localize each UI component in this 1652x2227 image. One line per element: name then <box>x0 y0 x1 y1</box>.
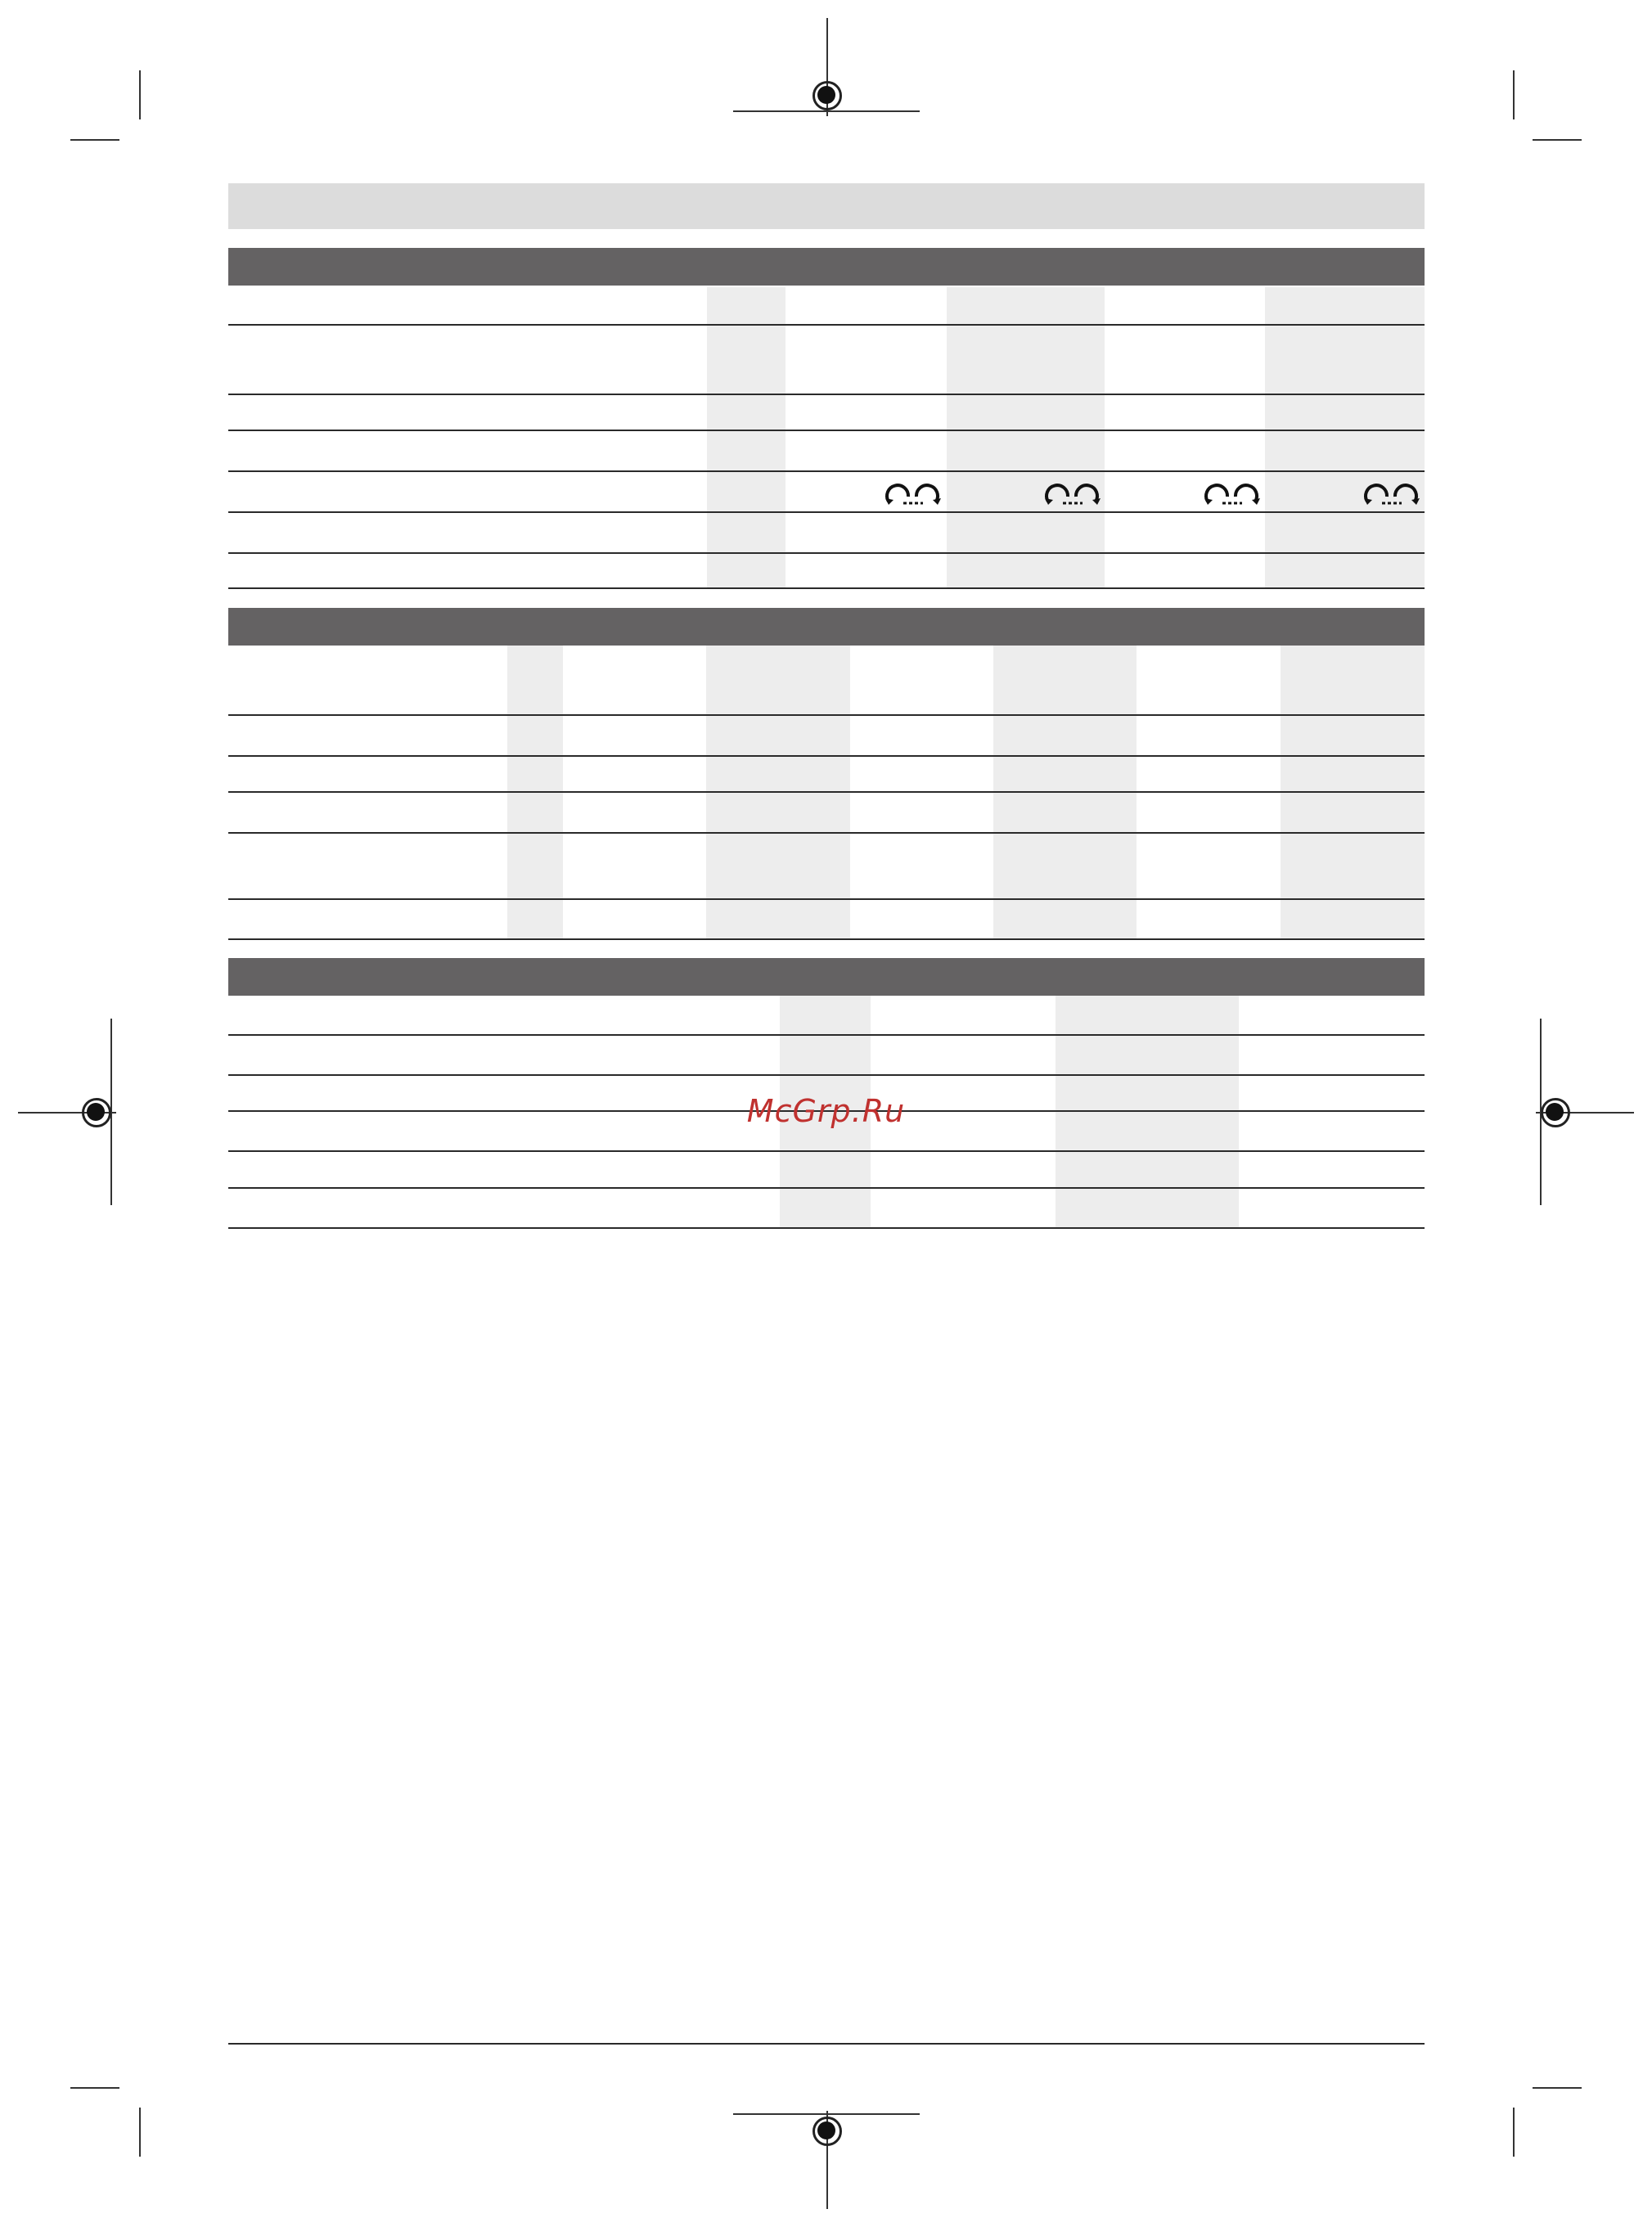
table-row <box>228 1227 1425 1229</box>
footer-rule <box>228 2043 1425 2045</box>
table-2-section-bar <box>228 608 1425 646</box>
page-header-band <box>228 183 1425 229</box>
table-row <box>228 1150 1425 1152</box>
table-row <box>228 755 1425 757</box>
table-row <box>228 552 1425 554</box>
table-row <box>228 714 1425 716</box>
table-row <box>228 1187 1425 1189</box>
table-row <box>228 470 1425 472</box>
table-row <box>228 430 1425 431</box>
table-1-section-bar <box>228 248 1425 286</box>
table-3-section-bar <box>228 958 1425 996</box>
table-row <box>228 511 1425 513</box>
table-row <box>228 791 1425 793</box>
rotation-direction-icon <box>884 479 943 508</box>
rotation-direction-icon <box>1362 479 1421 508</box>
watermark-text: McGrp.Ru <box>746 1093 906 1129</box>
table-row <box>228 1074 1425 1076</box>
table-row <box>228 394 1425 395</box>
table-row <box>228 587 1425 589</box>
table-1-col-shade <box>1265 287 1425 587</box>
table-row <box>228 898 1425 900</box>
table-row <box>228 832 1425 834</box>
table-row <box>228 1034 1425 1036</box>
rotation-direction-icon <box>1043 479 1102 508</box>
table-row <box>228 938 1425 940</box>
table-1-col-shade <box>707 287 785 587</box>
table-row <box>228 324 1425 326</box>
table-1-col-shade <box>947 287 1105 587</box>
rotation-direction-icon <box>1203 479 1262 508</box>
